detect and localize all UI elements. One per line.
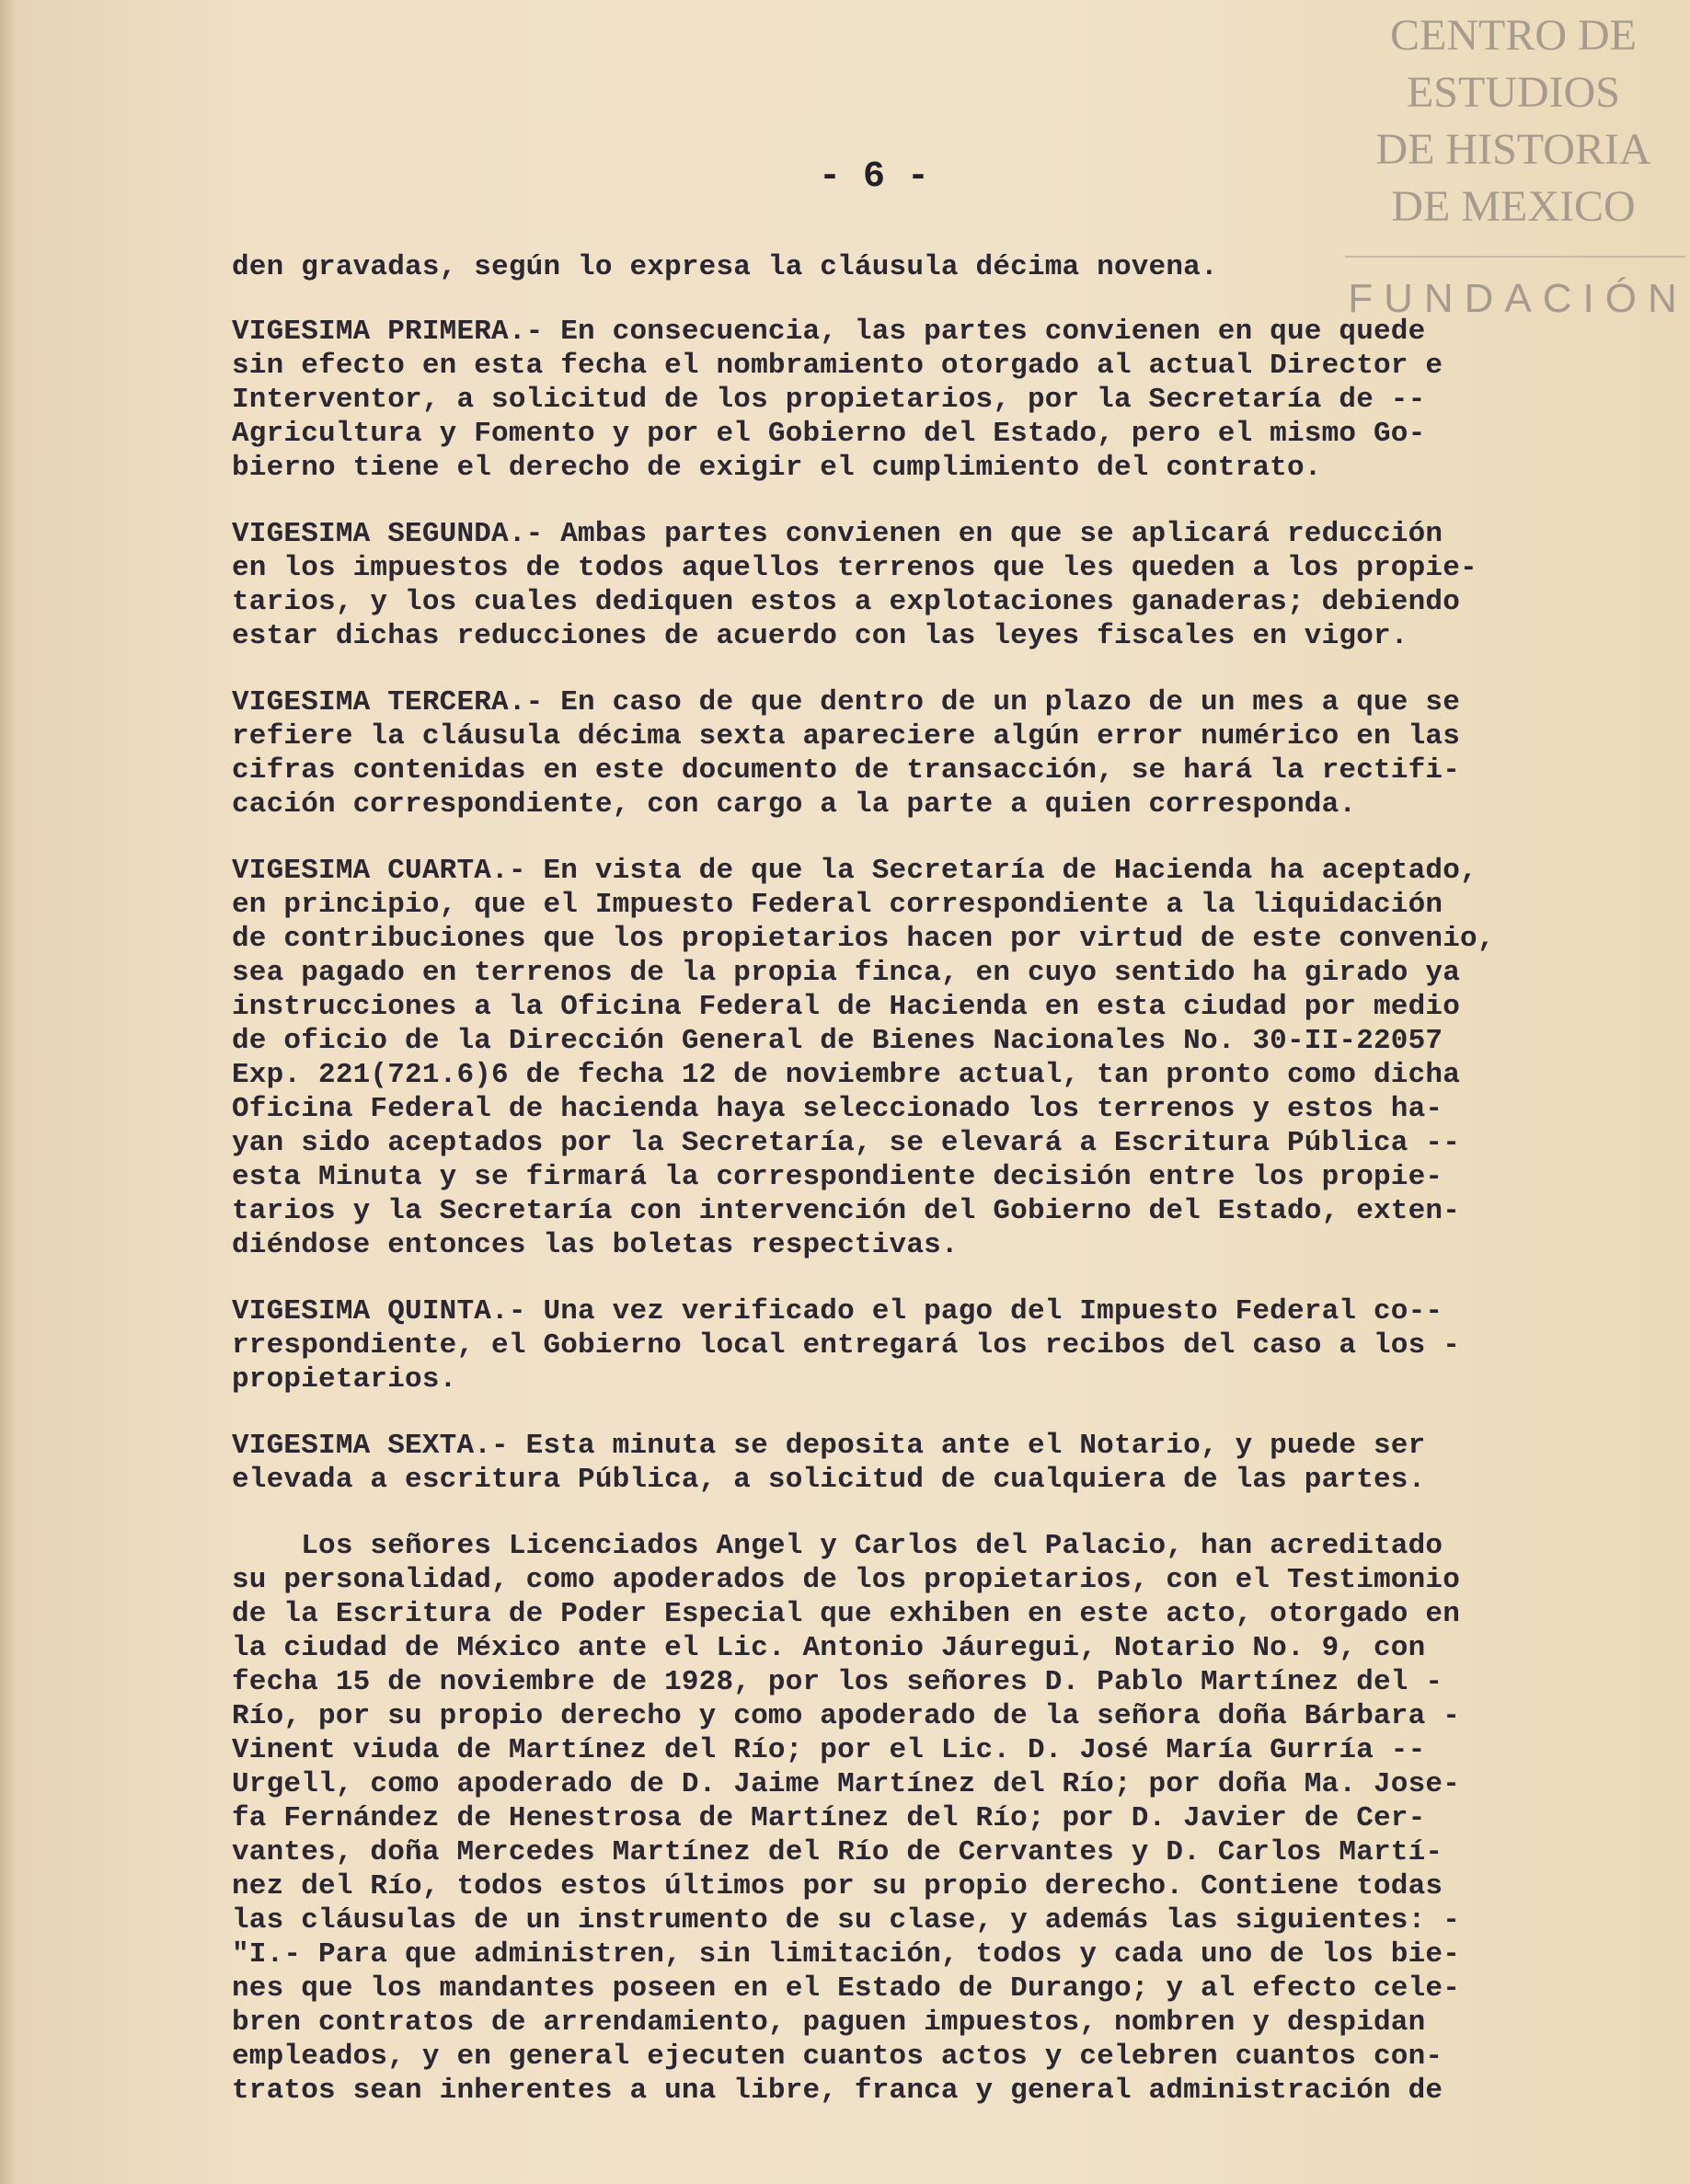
text-line: VIGESIMA CUARTA.- En vista de que la Secretaría de Hacienda ha aceptado, — [232, 855, 1477, 887]
text-line: las cláusulas de un instrumento de su clase, y además las siguientes: - — [232, 1904, 1461, 1937]
text-line: de oficio de la Dirección General de Bienes Nacionales No. 30-II-22057 — [232, 1025, 1443, 1057]
text-line: cación correspondiente, con cargo a la parte a quien corresponda. — [232, 788, 1357, 821]
text-line: instrucciones a la Oficina Federal de Hacienda en esta ciudad por medio — [232, 991, 1461, 1023]
text-line: Río, por su propio derecho y como apoderado de la señora doña Bárbara - — [232, 1700, 1461, 1732]
watermark-line: CENTRO DE — [1390, 11, 1637, 60]
paragraph-gap — [232, 1497, 1681, 1529]
paragraph-gap — [232, 822, 1681, 854]
text-line: sin efecto en esta fecha el nombramiento otorgado al actual Director e — [232, 350, 1443, 382]
text-line: fecha 15 de noviembre de 1928, por los señores D. Pablo Martínez del - — [232, 1666, 1443, 1698]
text-line: rrespondiente, el Gobierno local entregará los recibos del caso a los - — [232, 1329, 1461, 1362]
text-line: esta Minuta y se firmará la correspondiente decisión entre los propie- — [232, 1161, 1443, 1193]
text-line: Los señores Licenciados Angel y Carlos del Palacio, han acreditado — [232, 1530, 1443, 1562]
text-line: tarios y la Secretaría con intervención del Gobierno del Estado, exten- — [232, 1195, 1461, 1227]
text-line: su personalidad, como apoderados de los propietarios, con el Testimonio — [232, 1564, 1461, 1596]
text-line: en los impuestos de todos aquellos terrenos que les queden a los propie- — [232, 552, 1477, 584]
document-body — [232, 250, 1681, 2108]
text-line: en principio, que el Impuesto Federal correspondiente a la liquidación — [232, 889, 1443, 921]
text-line: VIGESIMA QUINTA.- Una vez verificado el pago del Impuesto Federal co-- — [232, 1295, 1443, 1328]
text-line: VIGESIMA SEXTA.- Esta minuta se deposita ante el Notario, y puede ser — [232, 1430, 1426, 1462]
paragraph-gap — [232, 1397, 1681, 1429]
text-line: Oficina Federal de hacienda haya seleccionado los terrenos y estos ha- — [232, 1093, 1443, 1125]
text-line: elevada a escritura Pública, a solicitud de cualquiera de las partes. — [232, 1464, 1426, 1496]
text-line: la ciudad de México ante el Lic. Antonio Jáuregui, Notario No. 9, con — [232, 1632, 1426, 1664]
text-line: refiere la cláusula décima sexta apareciere algún error numérico en las — [232, 720, 1461, 753]
text-line: de la Escritura de Poder Especial que exhiben en este acto, otorgado en — [232, 1598, 1461, 1630]
text-line: Urgell, como apoderado de D. Jaime Martínez del Río; por doña Ma. Jose- — [232, 1768, 1461, 1800]
text-line: cifras contenidas en este documento de transacción, se hará la rectifi- — [232, 754, 1461, 787]
text-line: vantes, doña Mercedes Martínez del Río de Cervantes y D. Carlos Martí- — [232, 1836, 1443, 1868]
archive-watermark — [1343, 7, 1684, 236]
text-line: tratos sean inherentes a una libre, franca y general administración de — [232, 2075, 1443, 2107]
watermark-foundation: FUNDACIÓN — [1348, 276, 1688, 321]
text-line: estar dichas reducciones de acuerdo con las leyes fiscales en vigor. — [232, 620, 1408, 652]
text-line: yan sido aceptados por la Secretaría, se elevará a Escritura Pública -- — [232, 1127, 1461, 1159]
text-line: den gravadas, según lo expresa la cláusula décima novena. — [232, 251, 1218, 283]
text-line: propietarios. — [232, 1363, 457, 1396]
text-line: Vinent viuda de Martínez del Río; por el Lic. D. José María Gurría -- — [232, 1734, 1426, 1766]
text-line: tarios, y los cuales dediquen estos a explotaciones ganaderas; debiendo — [232, 586, 1461, 618]
paragraph-gap — [232, 1262, 1681, 1294]
paragraph-gap — [232, 653, 1681, 685]
text-line: Interventor, a solicitud de los propietarios, por la Secretaría de -- — [232, 384, 1426, 416]
text-line: VIGESIMA PRIMERA.- En consecuencia, las partes convienen en que quede — [232, 316, 1426, 348]
text-line: Agricultura y Fomento y por el Gobierno del Estado, pero el mismo Go- — [232, 418, 1426, 450]
text-line: Exp. 221(721.6)6 de fecha 12 de noviembre actual, tan pronto como dicha — [232, 1059, 1461, 1091]
page-edge-shadow — [0, 0, 17, 2184]
watermark-line: DE HISTORIA — [1375, 125, 1651, 174]
text-line: nes que los mandantes poseen en el Estado de Durango; y al efecto cele- — [232, 1972, 1461, 2005]
paragraph-gap — [232, 485, 1681, 517]
text-line: bren contratos de arrendamiento, paguen impuestos, nombren y despidan — [232, 2006, 1426, 2039]
text-line: de contribuciones que los propietarios hacen por virtud de este convenio, — [232, 923, 1495, 955]
text-line: nez del Río, todos estos últimos por su propio derecho. Contiene todas — [232, 1870, 1443, 1902]
text-line: "I.- Para que administren, sin limitación, todos y cada uno de los bie- — [232, 1938, 1461, 1971]
text-line: sea pagado en terrenos de la propia finca, en cuyo sentido ha girado ya — [232, 957, 1461, 989]
watermark-line: ESTUDIOS — [1406, 68, 1620, 117]
text-line: VIGESIMA TERCERA.- En caso de que dentro de un plazo de un mes a que se — [232, 686, 1461, 718]
text-line: VIGESIMA SEGUNDA.- Ambas partes convienen en que se aplicará reducción — [232, 518, 1443, 550]
paragraph-gap — [232, 284, 1681, 315]
page-number: - 6 - — [819, 156, 930, 198]
text-line: fa Fernández de Henestrosa de Martínez del Río; por D. Javier de Cer- — [232, 1802, 1426, 1834]
text-line: empleados, y en general ejecuten cuantos actos y celebren cuantos con- — [232, 2040, 1443, 2073]
text-line: diéndose entonces las boletas respectivas. — [232, 1229, 959, 1261]
text-line: bierno tiene el derecho de exigir el cumplimiento del contrato. — [232, 452, 1322, 484]
watermark-line: DE MEXICO — [1391, 182, 1636, 231]
